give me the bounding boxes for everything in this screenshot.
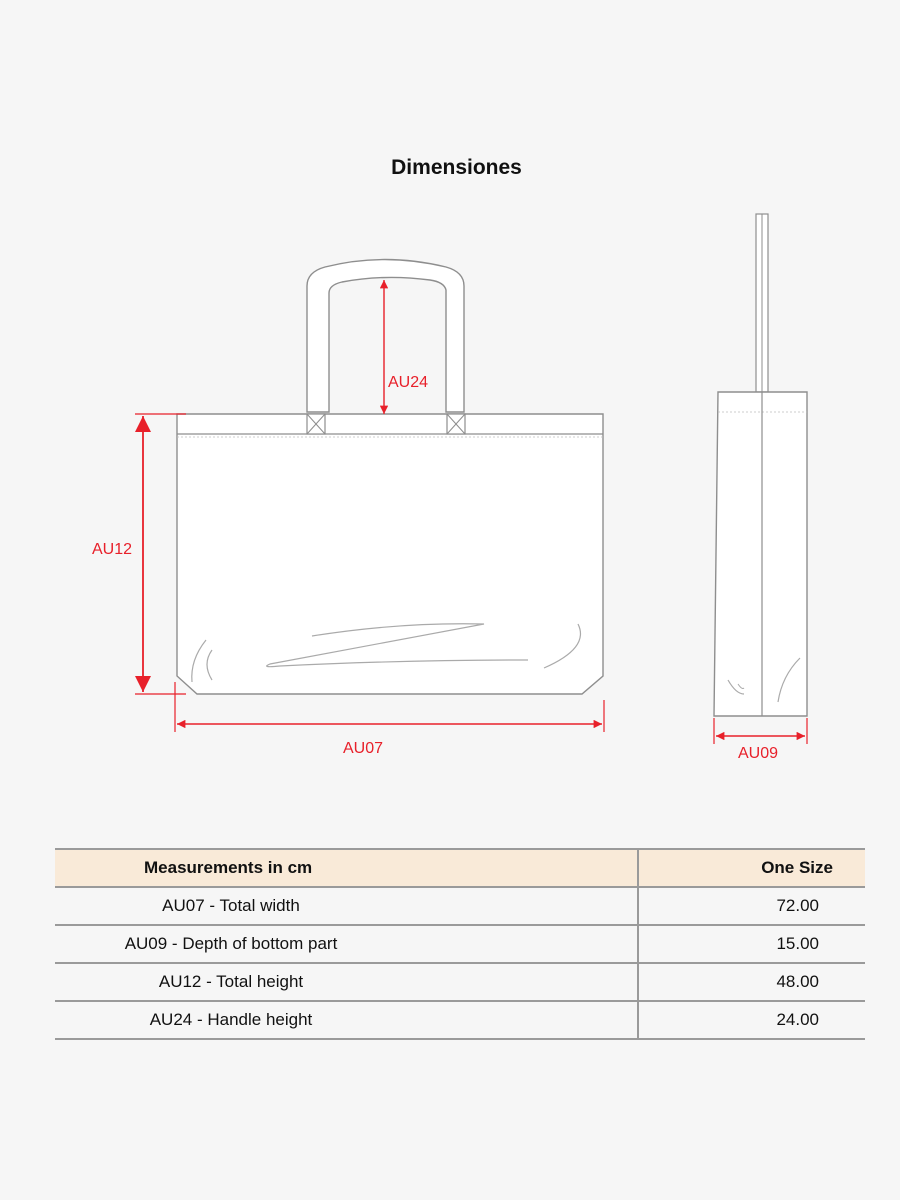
table-header-row (55, 849, 865, 887)
table-row (55, 1001, 865, 1039)
handle-stitch-left (307, 414, 325, 434)
table-row (55, 925, 865, 963)
table-row (55, 887, 865, 925)
page-title: Dimensiones (391, 156, 522, 179)
bag-body (177, 414, 603, 694)
table-row (55, 963, 865, 1001)
bag-side-view (714, 214, 807, 716)
dimension-au24 (384, 280, 428, 414)
measurements-table-container (55, 848, 865, 1040)
label-au24: AU24 (388, 374, 429, 391)
row-value: 15.00 (638, 925, 865, 963)
handle-stitch-right (447, 414, 465, 434)
bag-front-view (177, 260, 603, 695)
side-body (714, 392, 807, 716)
row-label: AU07 - Total width (55, 887, 638, 925)
label-au07: AU07 (343, 740, 384, 757)
row-label: AU24 - Handle height (55, 1001, 638, 1039)
dimension-au09 (714, 718, 807, 762)
label-au12: AU12 (92, 541, 133, 558)
row-label: AU12 - Total height (55, 963, 638, 1001)
header-measurements: Measurements in cm (55, 849, 638, 887)
row-label: AU09 - Depth of bottom part (55, 925, 638, 963)
bag-handle (307, 260, 464, 413)
row-value: 48.00 (638, 963, 865, 1001)
row-value: 72.00 (638, 887, 865, 925)
row-value: 24.00 (638, 1001, 865, 1039)
label-au09: AU09 (738, 745, 779, 762)
dimension-au12 (92, 414, 186, 694)
measurements-table (55, 848, 865, 1040)
header-size: One Size (638, 849, 865, 887)
